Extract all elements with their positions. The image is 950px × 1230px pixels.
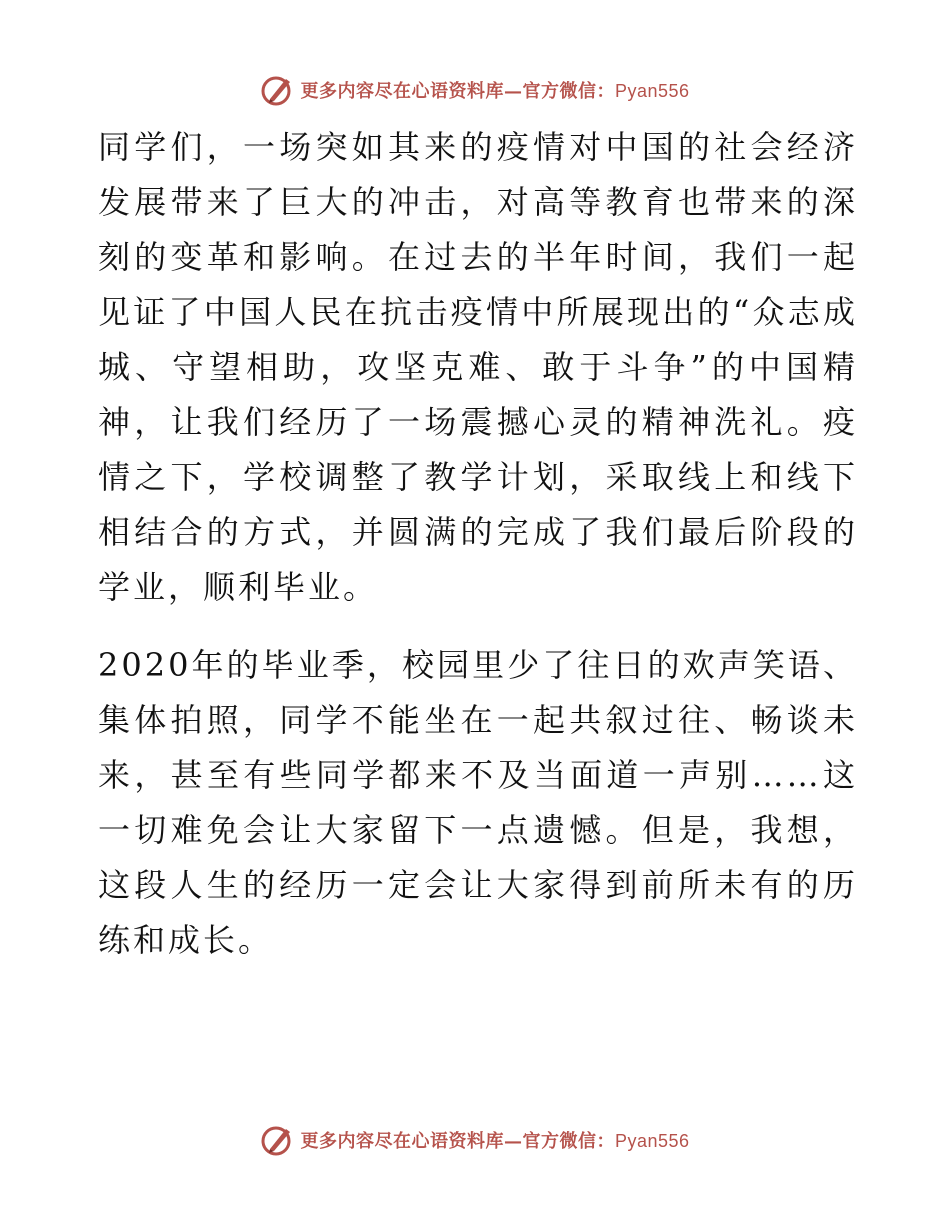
header-wechat-id: Pyan556 xyxy=(614,81,690,101)
paragraph-1: 同学们，一场突如其来的疫情对中国的社会经济发展带来了巨大的冲击，对高等教育也带来的深刻的变革和影响。在过去的半年时间，我们一起见证了中国人民在抗击疫情中所展现出的“众志成城、守望相助，攻坚克难、敢于斗争”的中国精神，让我们经历了一场震撼心灵的精神洗礼。疫情之下，学校调整了教学计划，采取线上和线下相结合的方式，并圆满的完成了我们最后阶段的学业，顺利毕业。 xyxy=(98,128,858,606)
footer-banner-text: 更多内容尽在心语资料库—官方微信：Pyan556 xyxy=(300,1131,690,1152)
paragraph-2: 2020年的毕业季，校园里少了往日的欢声笑语、集体拍照，同学不能坐在一起共叙过往、畅谈未来，甚至有些同学都来不及当面道一声别……这一切难免会让大家留下一点遗憾。但是，我想，这段人生的经历一定会让大家得到前所未有的历练和成长。 xyxy=(98,646,858,959)
article-body xyxy=(98,120,858,968)
pen-logo-icon xyxy=(260,1123,294,1157)
header-banner xyxy=(0,70,950,110)
header-banner-text: 更多内容尽在心语资料库—官方微信：Pyan556 xyxy=(300,81,690,102)
footer-banner xyxy=(0,1120,950,1160)
pen-logo-icon xyxy=(260,73,294,107)
footer-wechat-id: Pyan556 xyxy=(614,1131,690,1151)
